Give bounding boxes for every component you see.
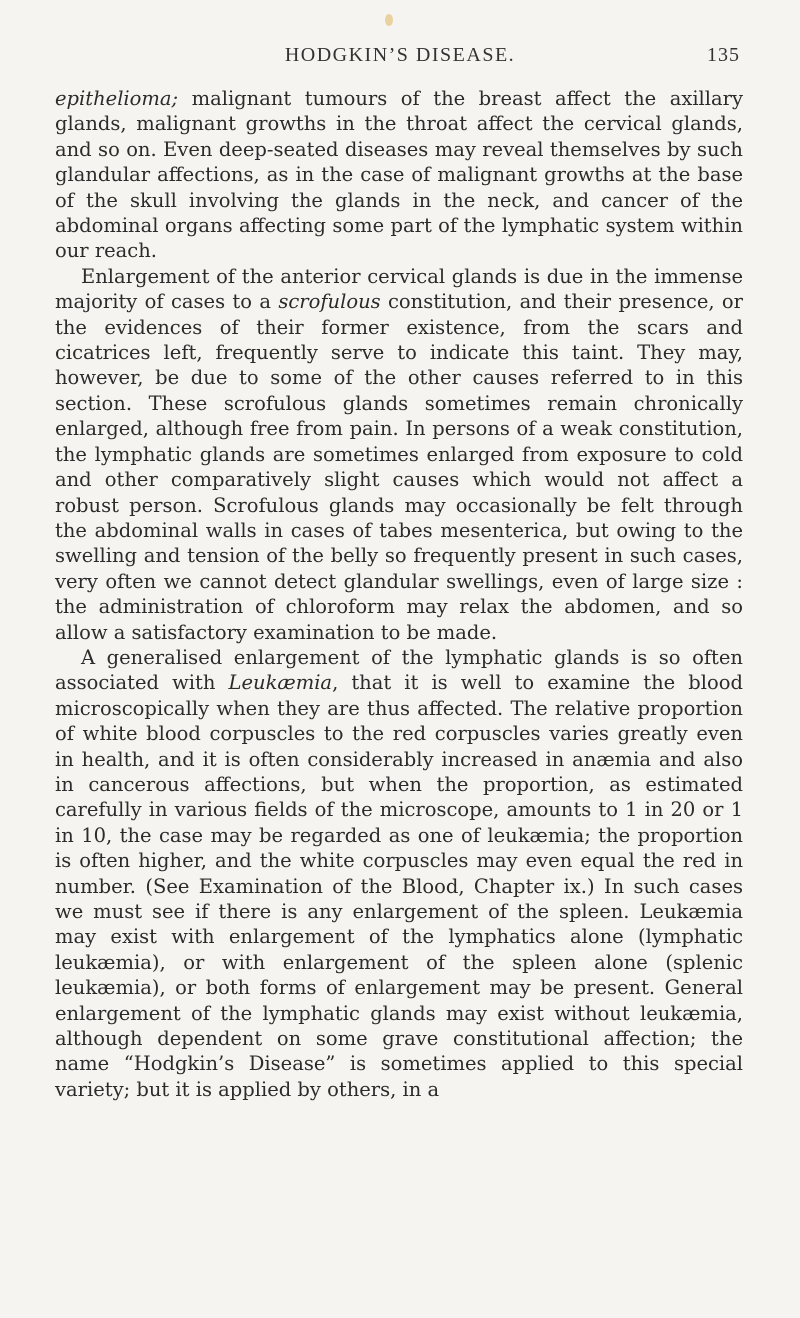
- paragraph-text: A generalised enlargement of the lymphatic glands is so often associated with: [55, 645, 743, 695]
- ink-blot: [385, 14, 393, 26]
- paragraph-text: malignant tumours of the breast affect the axillary glands, malignant growths in the throat affect the cervical glands, and so on. Even deep-seated diseases may reveal themselves by such glandular affections, as in the case of malignant growths at the base of the skull involving the glands in the neck, and cancer of the abdominal organs affecting some part of the lymphatic system within our reach.: [55, 87, 743, 263]
- italic-term-epithelioma: epithelioma;: [55, 87, 179, 110]
- paragraph-text: Enlargement of the anterior cervical glands is due in the immense majority of cases to a: [55, 264, 743, 314]
- paragraph-text: , that it is well to examine the blood microscopically when they are thus affected. The relative proportion of white blood corpuscles to the red corpuscles varies greatly even in health, and it is often considerably increased in anæmia and also in cancerous affections, but when the proportion, as estimated carefully in various fields of the microscope, amounts to 1 in 20 or 1 in 10, the case may be regarded as one of leukæmia; the proportion is often higher, and the white corpuscles may even equal the red in number. (See Examination of the Blood, Chapter ix.) In such cases we must see if there is any enlargement of the spleen. Leukæmia may exist with enlargement of the lymphatics alone (lymphatic leukæmia), or with enlargement of the spleen alone (splenic leukæmia), or both forms of enlargement may be present. General enlargement of the lymphatic glands may exist without leukæmia, although dependent on some grave constitutional affection; the name “Hodgkin’s Disease” is sometimes applied to this special variety; but it is applied by others, in a: [55, 671, 743, 1101]
- italic-term-scrofulous: scrofulous: [278, 290, 381, 314]
- paragraph-2: [55, 264, 743, 645]
- running-title: HODGKIN’S DISEASE.: [284, 44, 516, 66]
- italic-term-leukaemia: Leukæmia: [228, 671, 333, 695]
- page-number: 135: [707, 44, 740, 66]
- paragraph-text: constitution, and their presence, or the evidences of their former existence, from the scars and cicatrices left, frequently serve to indicate this taint. They may, however, be due to some of the other causes referred to in this section. These scrofulous glands sometimes remain chronically enlarged, although free from pain. In persons of a weak constitution, the lymphatic glands are sometimes enlarged from exposure to cold and other comparatively slight causes which would not affect a robust person. Scrofulous glands may occasionally be felt through the abdominal walls in cases of tabes mesenterica, but owing to the swelling and tension of the belly so frequently present in such cases, very often we cannot detect glandular swellings, even of large size : the administration of chloroform may relax the abdomen, and so allow a satisfactory examination to be made.: [55, 290, 743, 644]
- paragraph-3: [55, 645, 743, 1102]
- running-head: [60, 44, 740, 74]
- paragraph-1: [55, 86, 743, 264]
- body-text: [55, 86, 743, 1102]
